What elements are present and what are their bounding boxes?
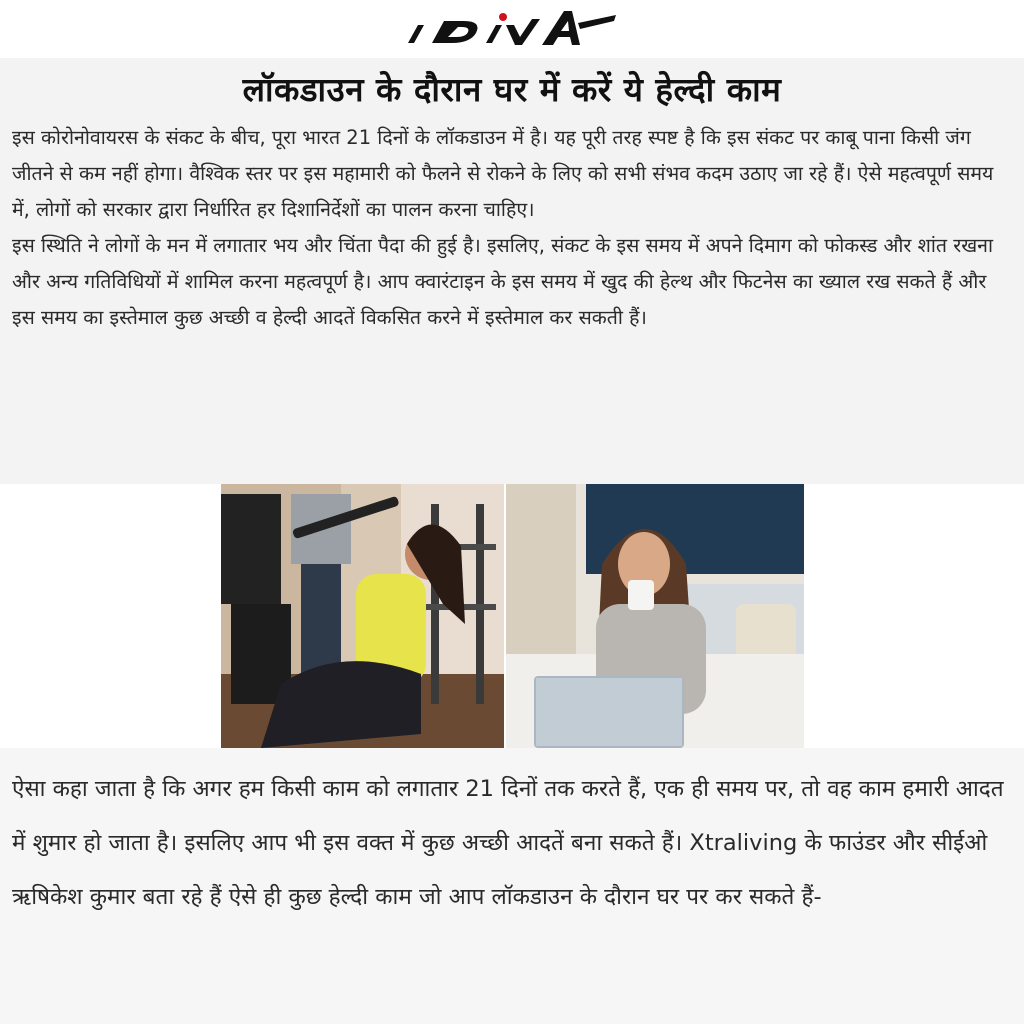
article-images <box>0 484 1024 748</box>
article-paragraph-2: इस स्थिति ने लोगों के मन में लगातार भय और चिंता पैदा की हुई है। इसलिए, संकट के इस समय में अपने दिमाग को फोकस्ड और शांत रखना और अन्य गतिविधियों में शामिल करना महत्वपूर्ण है। आप क्वारंटाइन के इस समय में खुद की हेल्थ और फिटनेस का ख्याल रख सकते हैं और इस समय का इस्तेमाल कुछ अच्छी व हेल्दी आदतें विकसित करने में इस्तेमाल कर सकती हैं। <box>12 234 994 329</box>
brand-logo[interactable] <box>0 0 1024 56</box>
pilates-workout-photo <box>221 484 504 748</box>
article-paragraph-1: इस कोरोनोवायरस के संकट के बीच, पूरा भारत 21 दिनों के लॉकडाउन में है। यह पूरी तरह स्पष्ट है कि इस संकट पर काबू पाना किसी जंग जीतने से कम नहीं होगा। वैश्विक स्तर पर इस महामारी को फैलने से रोकने के लिए को सभी संभव कदम उठाए जा रहे हैं। ऐसे महत्वपूर्ण समय में, लोगों को सरकार द्वारा निर्धारित हर दिशानिर्देशों का पालन करना चाहिए। <box>12 126 994 221</box>
article-intro-section <box>0 58 1024 484</box>
article-headline: लॉकडाउन के दौरान घर में करें ये हेल्दी काम <box>242 70 782 109</box>
article-continuation-section <box>0 748 1024 1024</box>
woman-with-laptop-photo <box>506 484 804 748</box>
article-paragraph-3: ऐसा कहा जाता है कि अगर हम किसी काम को लगातार 21 दिनों तक करते हैं, एक ही समय पर, तो वह काम हमारी आदत में शुमार हो जाता है। इसलिए आप भी इस वक्त में कुछ अच्छी आदतें बना सकते हैं। Xtraliving के फाउंडर और सीईओ ऋषिकेश कुमार बता रहे हैं ऐसे ही कुछ हेल्दी काम जो आप लॉकडाउन के दौरान घर पर कर सकते हैं- <box>12 776 1004 910</box>
idiva-logo-icon <box>402 3 622 53</box>
